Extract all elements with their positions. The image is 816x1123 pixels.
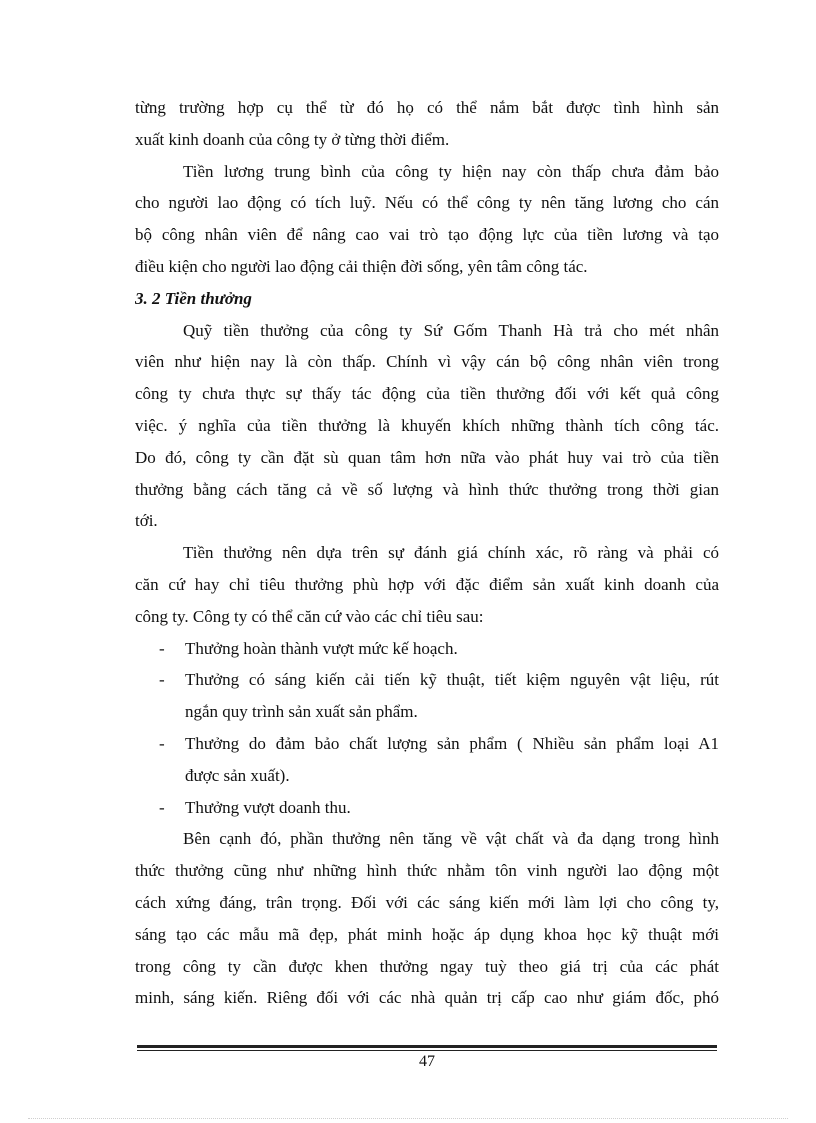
paragraph-5 (135, 823, 719, 1014)
bullet-list (135, 633, 719, 824)
text-line: từng trường hợp cụ thể từ đó họ có thể nắm bắt được tình hình sản (135, 98, 719, 117)
text-line: thức thưởng cũng như những hình thức nhằm tôn vinh người lao động một (135, 861, 719, 881)
text-line: công ty chưa thực sự thấy tác động của tiền thưởng đối với kết quả công (135, 384, 719, 404)
text-line: căn cứ hay chỉ tiêu thưởng phù hợp với đặc điểm sản xuất kinh doanh của (135, 574, 719, 594)
text-line: ngắn quy trình sản xuất sản phẩm. (185, 702, 418, 722)
list-item-text: Thưởng do đảm bảo chất lượng sản phẩm ( Nhiều sản phẩm loại A1 (185, 733, 719, 753)
text-line: Tiền lương trung bình của công ty hiện nay còn thấp chưa đảm bảo (183, 161, 719, 181)
list-item (135, 633, 719, 665)
page-edge-divider (28, 1118, 788, 1119)
text-line: cho người lao động có tích luỹ. Nếu có thể công ty nên tăng lương cho cán (135, 193, 719, 213)
paragraph-2 (135, 156, 719, 283)
text-line: xuất kinh doanh của công ty ở từng thời điểm. (135, 129, 450, 149)
text-line: cách xứng đáng, trân trọng. Đối với các sáng kiến mới làm lợi cho công ty, (135, 892, 719, 912)
page-body (135, 92, 719, 1014)
text-line: sáng tạo các mẫu mã đẹp, phát minh hoặc áp dụng khoa học kỹ thuật mới (135, 924, 719, 944)
text-line: được sản xuất). (185, 765, 290, 785)
footer-rule (137, 1045, 717, 1048)
paragraph-4 (135, 537, 719, 632)
bullet-dash: - (159, 670, 165, 690)
text-line: việc. ý nghĩa của tiền thưởng là khuyến khích những thành tích công tác. (135, 415, 719, 435)
page-number: 47 (419, 1053, 435, 1070)
list-item-text: Thưởng hoàn thành vượt mức kế hoạch. (185, 638, 458, 658)
text-line: Tiền thưởng nên dựa trên sự đánh giá chính xác, rõ ràng và phải có (183, 543, 719, 563)
footer-rule-thin (137, 1050, 717, 1051)
text-line: tới. (135, 511, 158, 531)
bullet-dash: - (159, 733, 165, 753)
list-item-text: Thưởng có sáng kiến cải tiến kỹ thuật, tiết kiệm nguyên vật liệu, rút (185, 670, 719, 690)
list-item (135, 792, 719, 824)
bullet-dash: - (159, 797, 165, 817)
text-line: Quỹ tiền thưởng của công ty Sứ Gốm Thanh Hà trả cho mét nhân (183, 320, 719, 340)
text-line (135, 792, 719, 824)
list-item (135, 664, 719, 728)
paragraph-1 (135, 92, 719, 156)
text-line: bộ công nhân viên để nâng cao vai trò tạo động lực của tiền lương và tạo (135, 225, 719, 245)
text-line (135, 664, 719, 696)
text-line: Do đó, công ty cần đặt sù quan tâm hơn nữa vào phát huy vai trò của tiền (135, 447, 719, 467)
list-item (135, 728, 719, 792)
list-item-text: Thưởng vượt doanh thu. (185, 797, 351, 817)
text-line: công ty. Công ty có thể căn cứ vào các chỉ tiêu sau: (135, 606, 484, 626)
text-line: minh, sáng kiến. Riêng đối với các nhà quản trị cấp cao như giám đốc, phó (135, 988, 719, 1008)
paragraph-3 (135, 315, 719, 538)
text-line (135, 633, 719, 665)
text-line (135, 728, 719, 760)
text-line: điều kiện cho người lao động cải thiện đời sống, yên tâm công tác. (135, 256, 588, 276)
bullet-dash: - (159, 638, 165, 658)
text-line: Bên cạnh đó, phần thưởng nên tăng về vật chất và đa dạng trong hình (183, 829, 719, 849)
text-line: trong công ty cần được khen thưởng ngay tuỳ theo giá trị của các phát (135, 956, 719, 976)
text-line: viên như hiện nay là còn thấp. Chính vì vậy cán bộ công nhân viên trong (135, 352, 719, 372)
text-line: thưởng bằng cách tăng cả về số lượng và hình thức thưởng trong thời gian (135, 479, 719, 499)
section-heading: 3. 2 Tiền thưởng (135, 288, 252, 308)
